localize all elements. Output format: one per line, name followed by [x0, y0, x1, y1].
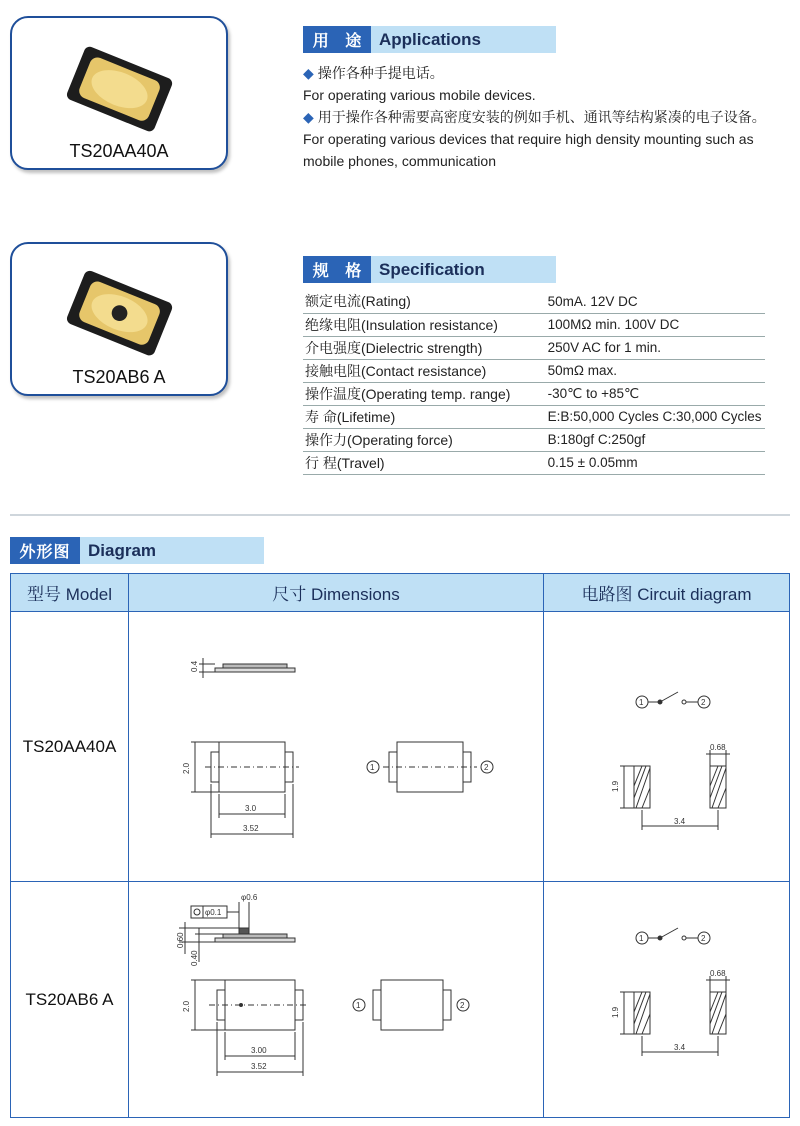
product-card-ts20aa40a: [10, 16, 228, 170]
header-model: 型号 Model: [11, 574, 129, 612]
app-line: ◆ 用于操作各种需要高密度安装的例如手机、通讯等结构紧凑的电子设备。: [303, 109, 766, 125]
spec-label: 寿 命(Lifetime): [303, 405, 514, 428]
switch-photo-icon: [12, 18, 226, 138]
terminal-2: 2: [460, 1001, 465, 1010]
dim-body: 3.00: [251, 1046, 267, 1055]
diamond-bullet-icon: ◆: [303, 65, 314, 81]
spec-label: 介电强度(Dielectric strength): [303, 336, 514, 359]
header-circuit: 电路图 Circuit diagram: [544, 574, 789, 612]
spec-value: 250V AC for 1 min.: [514, 336, 765, 359]
terminal-1: 1: [356, 1001, 361, 1010]
applications-header-en: Applications: [379, 29, 482, 49]
diagram-header: [10, 537, 264, 564]
dim-h1: 0.60: [176, 932, 185, 948]
spec-value: 100MΩ min. 100V DC: [514, 313, 765, 336]
spec-row: [303, 451, 765, 474]
terminal-2: 2: [701, 934, 706, 943]
applications-header-cn: 用 途: [303, 26, 371, 53]
spec-row: [303, 290, 765, 313]
pad-span: 3.4: [674, 1043, 686, 1052]
terminal-1: 1: [639, 934, 644, 943]
applications-text: [303, 62, 783, 172]
terminal-2: 2: [701, 698, 706, 707]
header-dimensions: 尺寸 Dimensions: [129, 574, 544, 612]
dim-width: 2.0: [182, 1000, 191, 1012]
diagram-table: [10, 573, 790, 1118]
diamond-bullet-icon: ◆: [303, 109, 314, 125]
dimension-drawing-ts20aa40a: [129, 612, 542, 880]
app-line: For operating various mobile devices.: [303, 87, 536, 103]
specification-header: [303, 256, 556, 283]
product-name: TS20AA40A: [69, 141, 169, 161]
spec-label: 绝缘电阻(Insulation resistance): [303, 313, 514, 336]
pad-height: 1.9: [611, 1006, 620, 1018]
spec-value: -30℃ to +85℃: [514, 382, 765, 405]
applications-header: [303, 26, 556, 53]
pad-width: 0.68: [710, 969, 726, 978]
pad-width: 0.68: [710, 743, 726, 752]
spec-label: 操作力(Operating force): [303, 428, 514, 451]
dimensions-cell: [129, 612, 544, 882]
model-cell: TS20AB6 A: [11, 882, 129, 1117]
app-line: mobile phones, communication: [303, 153, 496, 169]
dim-height: 0.4: [190, 660, 199, 672]
dim-h2: 0.40: [190, 950, 199, 966]
spec-value: B:180gf C:250gf: [514, 428, 765, 451]
spec-value: E:B:50,000 Cycles C:30,000 Cycles: [514, 405, 765, 428]
dimensions-cell: [129, 882, 544, 1117]
spec-value: 0.15 ± 0.05mm: [514, 451, 765, 474]
diagram-header-en: Diagram: [88, 540, 157, 560]
terminal-1: 1: [639, 698, 644, 707]
spec-row: [303, 313, 765, 336]
dim-knob: φ0.6: [241, 893, 258, 902]
app-line: For operating various devices that require high density mounting such as: [303, 131, 754, 147]
specification-header-cn: 规 格: [303, 256, 371, 283]
dim-width: 2.0: [182, 762, 191, 774]
spec-row: [303, 428, 765, 451]
circuit-cell: [544, 612, 789, 882]
spec-row: [303, 405, 765, 428]
circuit-drawing-ts20ab6a: [544, 882, 789, 1117]
spec-label: 额定电流(Rating): [303, 290, 514, 313]
model-cell: TS20AA40A: [11, 612, 129, 882]
spec-label: 行 程(Travel): [303, 451, 514, 474]
pad-span: 3.4: [674, 817, 686, 826]
circuit-drawing-ts20aa40a: [544, 612, 789, 880]
terminal-2: 2: [484, 763, 489, 772]
spec-row: [303, 359, 765, 382]
spec-row: [303, 336, 765, 359]
dim-body: 3.0: [245, 804, 257, 813]
spec-label: 操作温度(Operating temp. range): [303, 382, 514, 405]
dim-total: 3.52: [251, 1062, 267, 1071]
spec-row: [303, 382, 765, 405]
section-divider: [10, 514, 790, 516]
product-name: TS20AB6 A: [72, 367, 166, 387]
specification-header-en: Specification: [379, 259, 485, 279]
spec-label: 接触电阻(Contact resistance): [303, 359, 514, 382]
product-card-ts20ab6a: [10, 242, 228, 396]
diagram-header-cn: 外形图: [10, 537, 80, 564]
pad-height: 1.9: [611, 780, 620, 792]
circuit-cell: [544, 882, 789, 1117]
app-line: ◆ 操作各种手提电话。: [303, 65, 444, 81]
specification-table: [303, 290, 765, 475]
spec-value: 50mA. 12V DC: [514, 290, 765, 313]
switch-photo-icon: [12, 244, 226, 364]
spec-value: 50mΩ max.: [514, 359, 765, 382]
terminal-1: 1: [370, 763, 375, 772]
dim-tolerance: φ0.1: [205, 908, 222, 917]
dimension-drawing-ts20ab6a: [129, 882, 542, 1117]
dim-total: 3.52: [243, 824, 259, 833]
